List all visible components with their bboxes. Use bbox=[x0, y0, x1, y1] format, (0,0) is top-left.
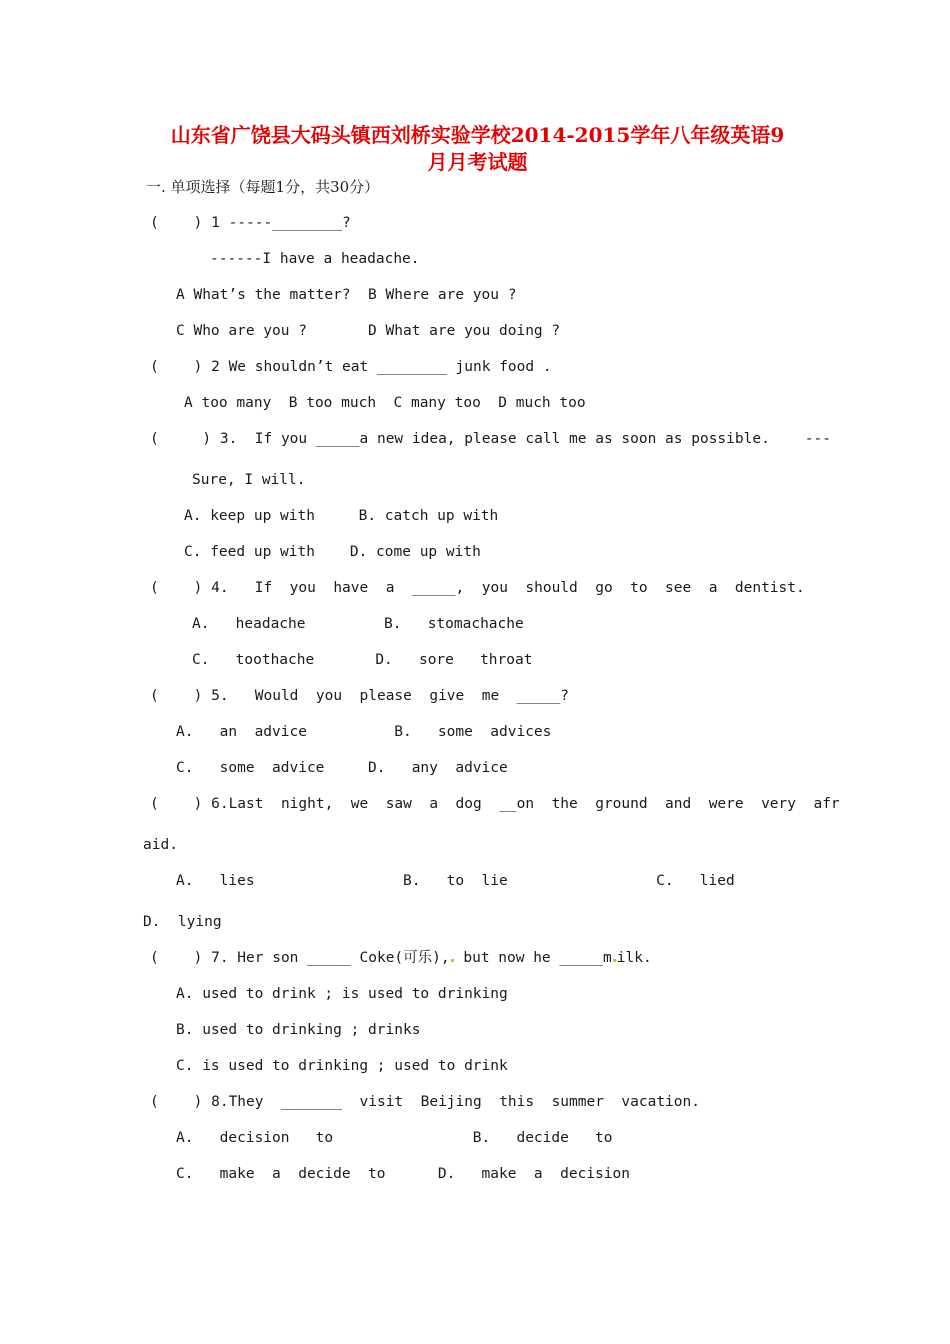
question-7-part-1: ( ) 7. Her son _____ Coke(可乐), bbox=[150, 950, 450, 966]
question-4-options-cd: C. toothache D. sore throat bbox=[192, 652, 533, 668]
question-7-option-a: A. used to drink ; is used to drinking bbox=[176, 986, 508, 1002]
question-7 bbox=[150, 948, 652, 968]
question-1: ( ) 1 -----________? bbox=[150, 215, 351, 231]
section-header: 一. 单项选择（每题1分，共30分） bbox=[146, 178, 380, 196]
question-5-options-cd: C. some advice D. any advice bbox=[176, 760, 508, 776]
question-3: ( ) 3. If you _____a new idea, please call me as soon as possible. --- bbox=[150, 431, 831, 447]
question-6: ( ) 6.Last night, we saw a dog __on the ground and were very afr bbox=[150, 796, 840, 812]
ink-dot-mark bbox=[451, 959, 454, 962]
question-6-option-d: D. lying bbox=[143, 914, 222, 930]
question-4-options-ab: A. headache B. stomachache bbox=[192, 616, 524, 632]
question-2-options: A too many B too much C many too D much too bbox=[184, 395, 586, 411]
ink-dot-mark bbox=[613, 959, 616, 962]
question-8-options-ab: A. decision to B. decide to bbox=[176, 1130, 613, 1146]
question-6-options-abc: A. lies B. to lie C. lied bbox=[176, 873, 735, 889]
question-3-options-cd: C. feed up with D. come up with bbox=[184, 544, 481, 560]
exam-title-line-2: 月月考试题 bbox=[427, 150, 528, 174]
question-7-part-3: ilk. bbox=[616, 950, 652, 966]
question-7-option-c: C. is used to drinking ; used to drink bbox=[176, 1058, 508, 1074]
question-8-options-cd: C. make a decide to D. make a decision bbox=[176, 1166, 630, 1182]
question-2: ( ) 2 We shouldn’t eat ________ junk food . bbox=[150, 359, 552, 375]
question-7-option-b: B. used to drinking ; drinks bbox=[176, 1022, 421, 1038]
exam-title bbox=[140, 122, 815, 176]
exam-title-line-1: 山东省广饶县大码头镇西刘桥实验学校2014-2015学年八年级英语9 bbox=[170, 123, 785, 147]
question-1-options-ab: A What’s the matter? B Where are you ? bbox=[176, 287, 517, 303]
question-5-options-ab: A. an advice B. some advices bbox=[176, 724, 552, 740]
question-3-options-ab: A. keep up with B. catch up with bbox=[184, 508, 499, 524]
question-8: ( ) 8.They _______ visit Beijing this summer vacation. bbox=[150, 1094, 700, 1110]
question-6-continuation: aid. bbox=[143, 837, 178, 853]
question-4: ( ) 4. If you have a _____, you should go to see a dentist. bbox=[150, 580, 805, 596]
question-7-part-2: but now he _____m bbox=[454, 950, 612, 966]
question-3-continuation: Sure, I will. bbox=[192, 472, 306, 488]
question-1-options-cd: C Who are you ? D What are you doing ? bbox=[176, 323, 561, 339]
question-5: ( ) 5. Would you please give me _____? bbox=[150, 688, 570, 704]
question-1-dialogue: ------I have a headache. bbox=[210, 251, 420, 267]
